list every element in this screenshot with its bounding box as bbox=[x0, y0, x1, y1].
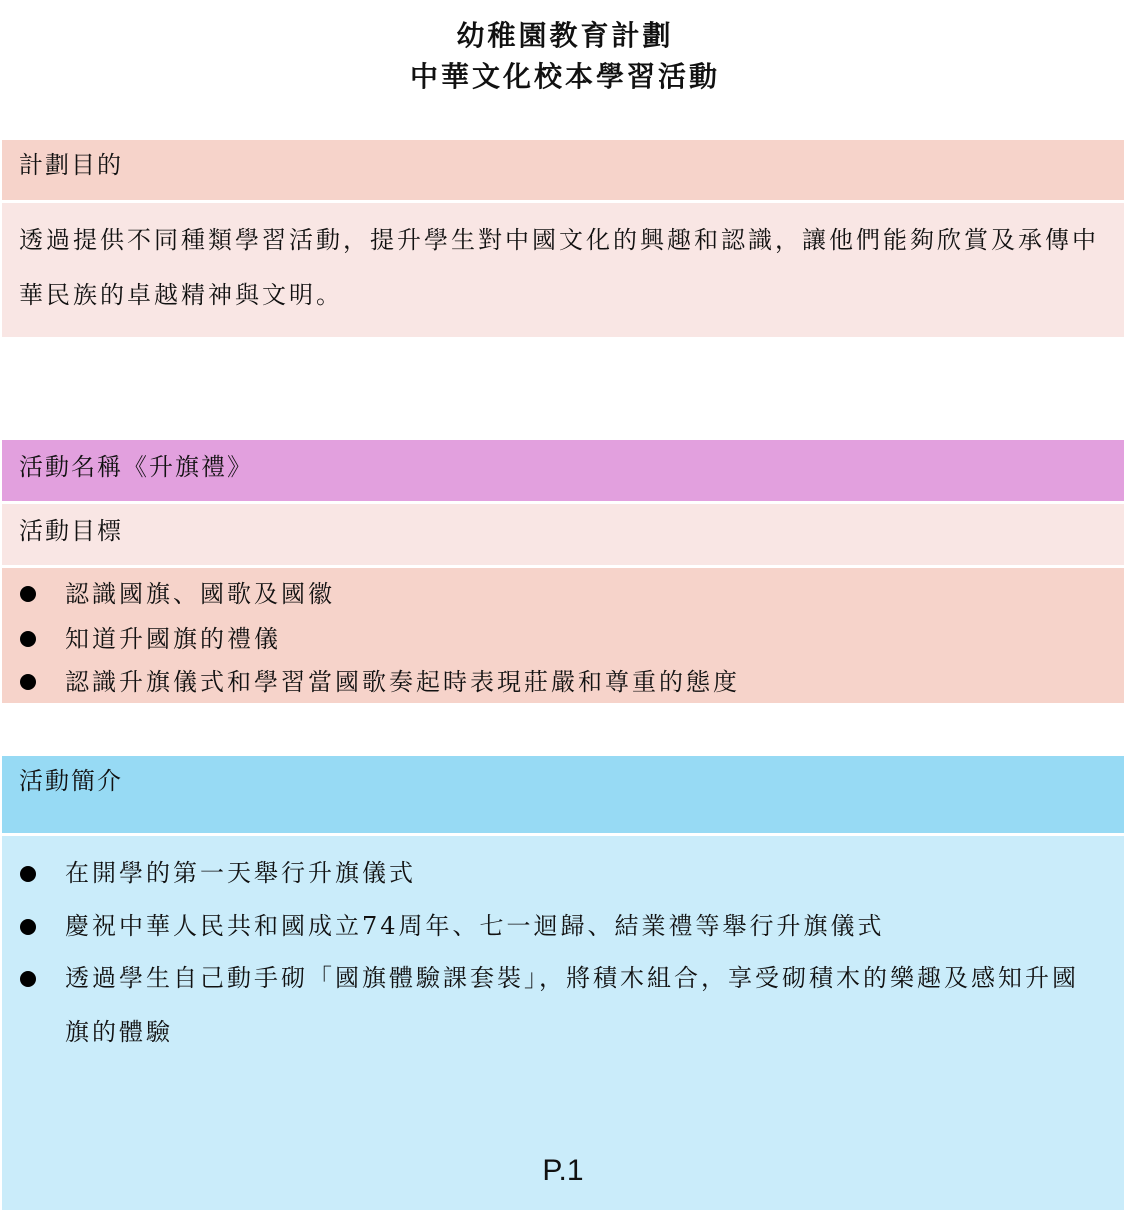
bullet-icon bbox=[20, 971, 36, 987]
introduction-text: 透過學生自己動手砌「國旗體驗課套裝」，將積木組合，享受砌積木的樂趣及感知升國旗的體驗 bbox=[65, 964, 1079, 1046]
bullet-icon bbox=[20, 866, 36, 882]
objectives-heading: 活動目標 bbox=[19, 517, 123, 545]
activity-name-header bbox=[2, 440, 1124, 501]
activity-name-heading: 活動名稱《升旗禮》 bbox=[19, 453, 253, 481]
objectives-list bbox=[2, 568, 1124, 703]
objective-text: 認識國旗、國歌及國徽 bbox=[65, 580, 335, 608]
plan-purpose-heading: 計劃目的 bbox=[19, 151, 123, 179]
page-number: P.1 bbox=[542, 1154, 584, 1187]
plan-purpose-body bbox=[2, 203, 1124, 337]
objective-text: 知道升國旗的禮儀 bbox=[65, 625, 281, 653]
introduction-text: 在開學的第一天舉行升旗儀式 bbox=[65, 859, 416, 887]
objective-text: 認識升旗儀式和學習當國歌奏起時表現莊嚴和尊重的態度 bbox=[65, 668, 740, 696]
plan-purpose-header bbox=[2, 140, 1124, 200]
plan-purpose-text: 透過提供不同種類學習活動，提升學生對中國文化的興趣和認識，讓他們能夠欣賞及承傳中華民族的卓越精神與文明。 bbox=[19, 226, 1099, 309]
document-title: 幼稚園教育計劃 bbox=[456, 19, 674, 52]
introduction-header bbox=[2, 756, 1124, 833]
introduction-heading: 活動簡介 bbox=[19, 767, 123, 795]
bullet-icon bbox=[20, 586, 36, 602]
bullet-icon bbox=[20, 919, 36, 935]
bullet-icon bbox=[20, 674, 36, 690]
bullet-icon bbox=[20, 631, 36, 647]
document-subtitle: 中華文化校本學習活動 bbox=[409, 60, 720, 93]
introduction-text: 慶祝中華人民共和國成立74周年、七一迴歸、結業禮等舉行升旗儀式 bbox=[65, 912, 885, 940]
introduction-body bbox=[2, 836, 1124, 1210]
objectives-header bbox=[2, 504, 1124, 565]
